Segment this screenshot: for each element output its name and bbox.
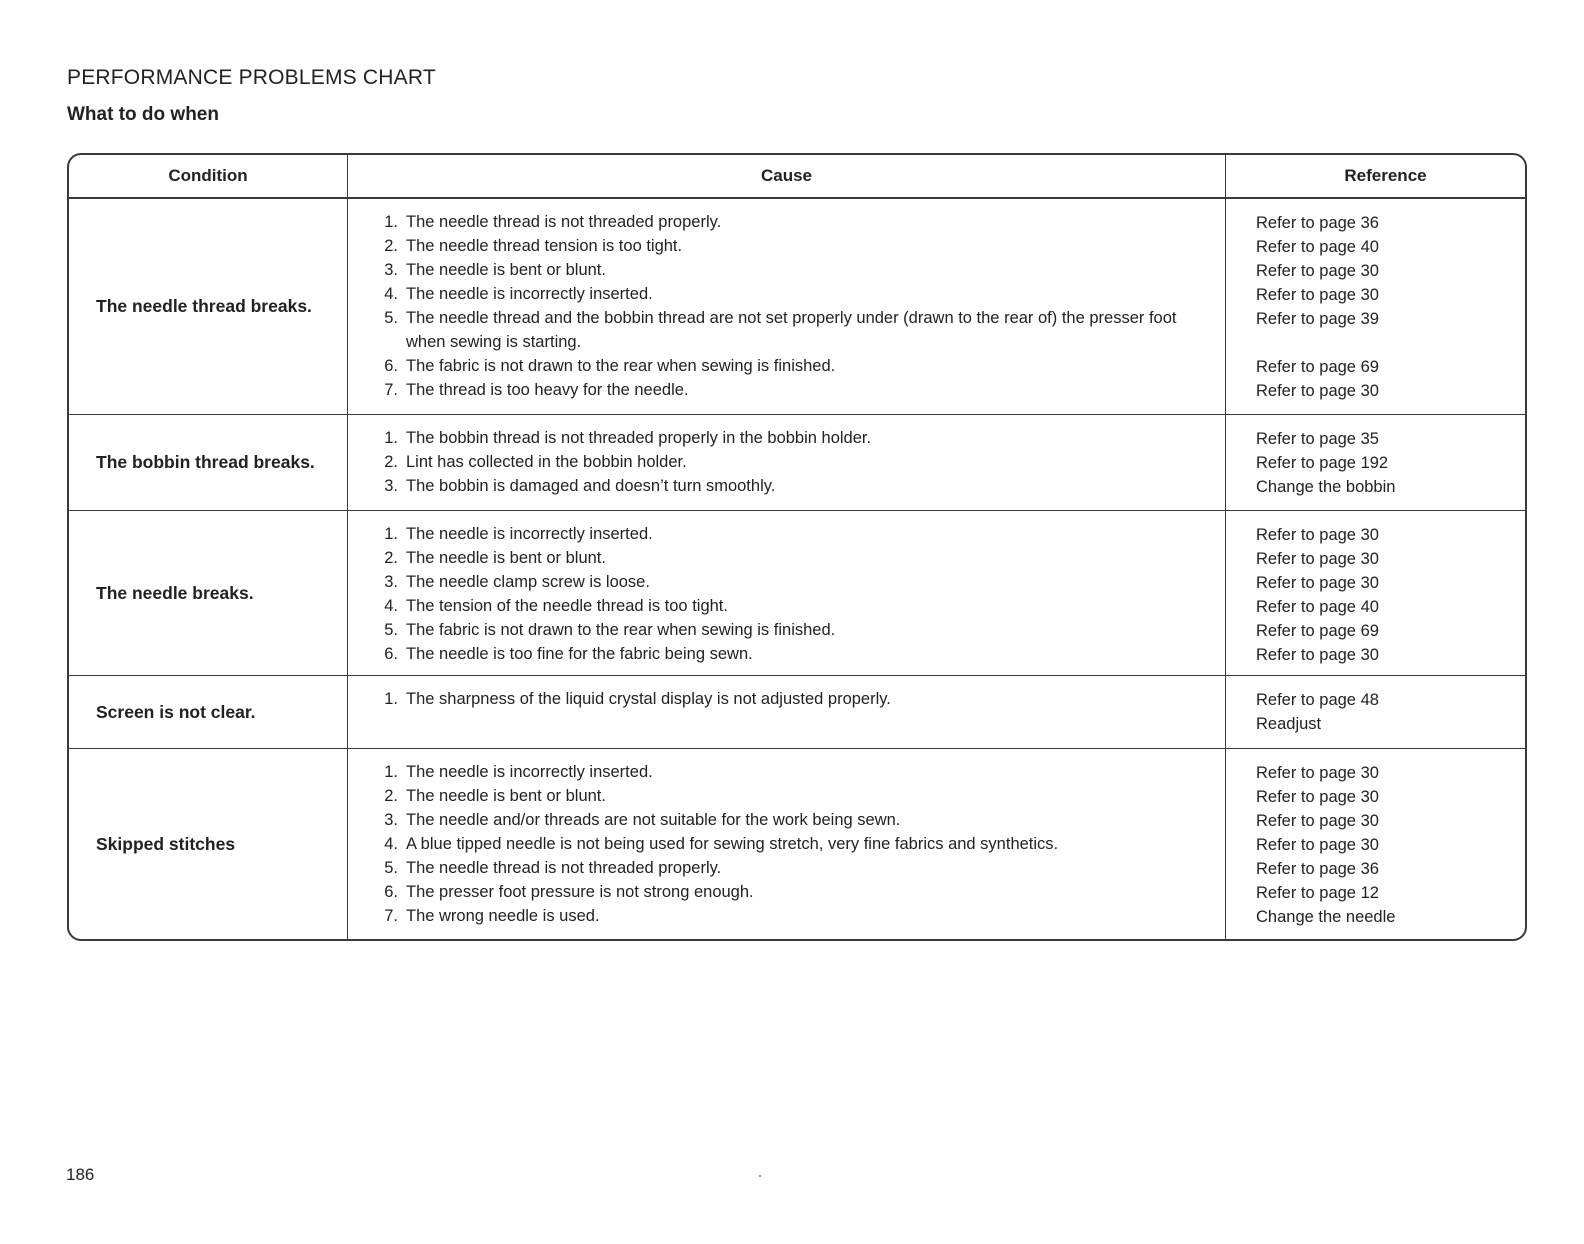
reference-cell [1226,511,1525,676]
cause-number: 4. [384,285,398,303]
cause-text: The needle is incorrectly inserted. [406,525,653,543]
cause-text: The bobbin thread is not threaded properly in the bobbin holder. [406,429,872,447]
reference-item: Refer to page 30 [1256,574,1379,592]
reference-item: Change the needle [1256,908,1396,926]
cause-item [348,450,1225,474]
reference-item: Refer to page 30 [1256,286,1379,304]
cause-text: The needle is incorrectly inserted. [406,763,653,781]
reference-item: Readjust [1256,715,1322,733]
cause-item [348,808,1225,832]
cause-number: 6. [384,357,398,375]
cause-item [348,832,1225,856]
condition-cell [69,676,347,749]
cause-text: The needle is incorrectly inserted. [406,285,653,303]
cause-text: The sharpness of the liquid crystal display is not adjusted properly. [406,690,891,708]
cause-item [348,522,1225,546]
reference-item: Refer to page 30 [1256,764,1379,782]
cause-number: 3. [384,477,398,495]
cause-list [348,210,1225,402]
cause-number: 1. [384,525,398,543]
condition-cell [69,199,347,415]
cause-number: 2. [384,787,398,805]
decorative-dot [759,1175,761,1177]
cause-item [348,426,1225,450]
condition-label: The needle thread breaks. [96,296,312,316]
cause-number: 1. [384,763,398,781]
cause-text: The needle is bent or blunt. [406,549,606,567]
reference-item: Refer to page 48 [1256,691,1379,709]
reference-item: Refer to page 35 [1256,430,1379,448]
reference-item: Refer to page 36 [1256,214,1379,232]
reference-item: Refer to page 69 [1256,358,1379,376]
reference-item: Refer to page 12 [1256,884,1379,902]
cause-text: Lint has collected in the bobbin holder. [406,453,687,471]
reference-item: Refer to page 40 [1256,238,1379,256]
cause-list [348,687,1225,711]
cause-number: 7. [384,907,398,925]
cause-item [348,642,1225,666]
reference-list [1256,427,1525,499]
reference-item: Change the bobbin [1256,478,1396,496]
reference-list [1256,523,1525,667]
cause-text: The needle clamp screw is loose. [406,573,650,591]
cause-number: 2. [384,237,398,255]
cause-item [348,760,1225,784]
cause-cell [347,415,1226,511]
cause-text: The wrong needle is used. [406,907,600,925]
cause-text: The fabric is not drawn to the rear when sewing is finished. [406,621,836,639]
cause-number: 4. [384,597,398,615]
cause-text: The presser foot pressure is not strong enough. [406,883,754,901]
reference-item: Refer to page 30 [1256,646,1379,664]
reference-list [1256,211,1525,403]
cause-item [348,258,1225,282]
cause-text: The needle is too fine for the fabric being sewn. [406,645,753,663]
condition-label: The needle breaks. [96,582,254,603]
page-title: PERFORMANCE PROBLEMS CHART [67,66,436,89]
condition-cell [69,749,347,939]
cause-list [348,426,1225,498]
cause-number: 4. [384,835,398,853]
cause-item [348,306,1225,354]
cause-item [348,618,1225,642]
header-condition: Condition [69,155,347,199]
reference-item: Refer to page 30 [1256,812,1379,830]
cause-number: 5. [384,621,398,639]
cause-number: 3. [384,261,398,279]
cause-cell [347,199,1226,415]
reference-list [1256,761,1525,929]
cause-number: 5. [384,859,398,877]
cause-text: The needle is bent or blunt. [406,261,606,279]
page-number: 186 [66,1165,95,1184]
reference-item: Refer to page 30 [1256,788,1379,806]
condition-label: Skipped stitches [96,833,236,854]
cause-number: 2. [384,549,398,567]
cause-item [348,904,1225,928]
cause-item [348,474,1225,498]
cause-item [348,570,1225,594]
cause-text: The needle is bent or blunt. [406,787,606,805]
condition-label: The bobbin thread breaks. [96,452,315,472]
cause-list [348,522,1225,666]
reference-item: Refer to page 30 [1256,526,1379,544]
condition-cell [69,511,347,676]
cause-list [348,760,1225,928]
cause-item [348,354,1225,378]
cause-number: 1. [384,213,398,231]
cause-text: The tension of the needle thread is too tight. [406,597,728,615]
cause-item [348,282,1225,306]
cause-text: The needle thread is not threaded properly. [406,859,722,877]
performance-problems-table [67,153,1527,941]
reference-item: Refer to page 192 [1256,454,1389,472]
cause-item [348,880,1225,904]
reference-cell [1226,676,1525,749]
condition-cell [69,415,347,511]
cause-cell [347,511,1226,676]
cause-number: 5. [384,309,398,327]
reference-item: Refer to page 69 [1256,622,1379,640]
cause-text: The needle thread and the bobbin thread are not set properly under (drawn to the rear of) the presser foot when sewing is starting. [406,309,1177,351]
cause-text: The bobbin is damaged and doesn’t turn smoothly. [406,477,776,495]
cause-item [348,594,1225,618]
reference-item: Refer to page 40 [1256,598,1379,616]
condition-label: Screen is not clear. [96,701,256,722]
page-subtitle: What to do when [67,104,219,125]
reference-list [1256,688,1525,736]
cause-cell [347,749,1226,939]
cause-text: The needle thread is not threaded properly. [406,213,722,231]
cause-text: The fabric is not drawn to the rear when sewing is finished. [406,357,836,375]
cause-text: The needle and/or threads are not suitable for the work being sewn. [406,811,901,829]
cause-item [348,856,1225,880]
reference-item: Refer to page 39 [1256,310,1379,328]
reference-item: Refer to page 30 [1256,836,1379,854]
cause-text: The thread is too heavy for the needle. [406,381,689,399]
header-reference: Reference [1226,155,1525,199]
table-grid [69,155,1525,939]
reference-cell [1226,749,1525,939]
reference-item: Refer to page 30 [1256,382,1379,400]
cause-number: 1. [384,690,398,708]
cause-item [348,210,1225,234]
cause-number: 1. [384,429,398,447]
cause-number: 3. [384,573,398,591]
reference-item: Refer to page 36 [1256,860,1379,878]
cause-text: A blue tipped needle is not being used for sewing stretch, very fine fabrics and synthetics. [406,835,1059,853]
cause-item [348,687,1225,711]
cause-number: 7. [384,381,398,399]
cause-cell [347,676,1226,749]
cause-text: The needle thread tension is too tight. [406,237,683,255]
cause-item [348,234,1225,258]
reference-cell [1226,415,1525,511]
cause-item [348,546,1225,570]
cause-number: 2. [384,453,398,471]
header-cause: Cause [347,155,1226,199]
cause-item [348,784,1225,808]
reference-item: Refer to page 30 [1256,550,1379,568]
cause-number: 6. [384,883,398,901]
reference-item: Refer to page 30 [1256,262,1379,280]
reference-cell [1226,199,1525,415]
cause-item [348,378,1225,402]
cause-number: 3. [384,811,398,829]
cause-number: 6. [384,645,398,663]
